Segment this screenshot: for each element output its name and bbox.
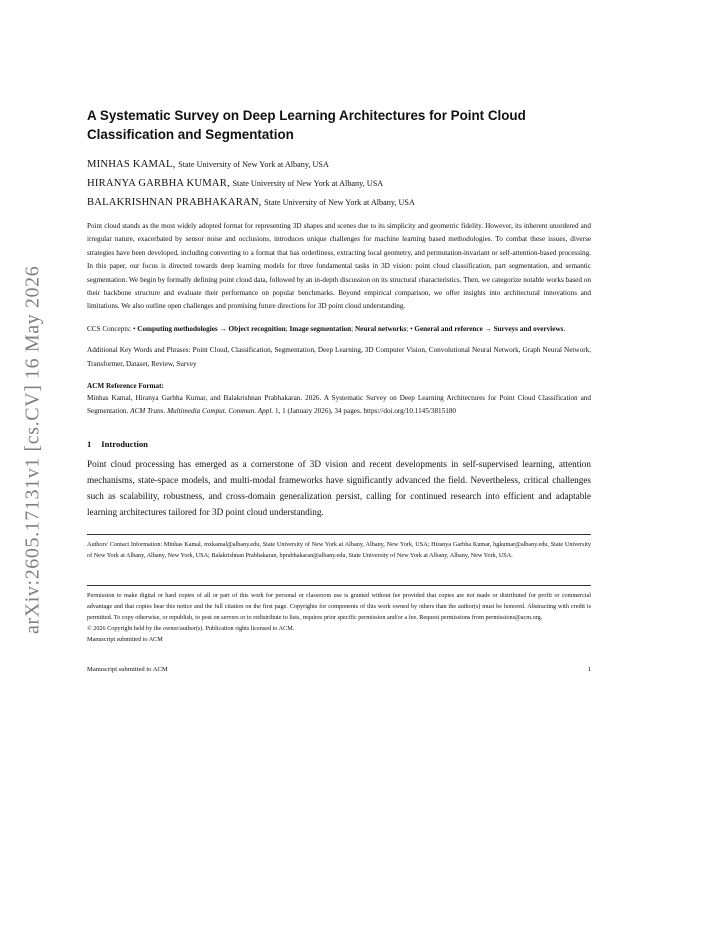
ccs-separator: ; [406, 324, 411, 333]
ccs-separator: ; [285, 324, 290, 333]
copyright-notice: © 2026 Copyright held by the owner/author(s). Publication rights licensed to ACM. [87, 624, 295, 632]
author-affiliation: State University of New York at Albany, USA [232, 179, 384, 188]
author-list [87, 155, 591, 212]
ccs-bullet: • [132, 324, 138, 333]
author-contact-info: Authors' Contact Information: Minhas Kamal, mxkamal@albany.edu, State University of New York at Albany, Albany, New York, USA; Hiranya Garbha Kumar, hgkumar@albany.edu, State University of New York at Albany, Albany, New York, USA; Balakrishnan Prabhakaran, bprabhakaran@albany.edu, State University of New York at Albany, Albany, New York, USA. [87, 540, 591, 559]
ccs-concept: Neural networks [354, 324, 407, 333]
footer-left: Manuscript submitted to ACM [87, 665, 168, 673]
page-footer [87, 665, 591, 675]
ccs-concepts [87, 323, 591, 336]
paper-page [87, 106, 591, 675]
author-name: BALAKRISHNAN PRABHAKARAN, [87, 197, 262, 208]
ccs-label: CCS Concepts: [87, 324, 133, 333]
divider [87, 534, 591, 535]
reference-journal: ACM Trans. Multimedia Comput. Commun. Appl. [130, 407, 274, 416]
paper-title: A Systematic Survey on Deep Learning Architectures for Point Cloud Classification and Segmentation [87, 108, 526, 142]
reference-format [87, 392, 591, 419]
author-affiliation: State University of New York at Albany, USA [178, 160, 329, 169]
ccs-separator: ; [351, 324, 355, 333]
ccs-end: . [563, 324, 566, 333]
arxiv-identifier: arXiv:2605.17131v1 [cs.CV] 16 May 2026 [21, 265, 44, 635]
reference-heading: ACM Reference Format: [87, 382, 164, 391]
manuscript-note: Manuscript submitted to ACM [87, 635, 163, 643]
author-affiliation: State University of New York at Albany, USA [264, 198, 415, 207]
author-name: MINHAS KAMAL, [87, 159, 176, 170]
page-number: 1 [587, 665, 591, 673]
section-heading-introduction [87, 437, 591, 451]
abstract: Point cloud stands as the most widely adopted format for representing 3D shapes and scenes due to its simplicity and geometric fidelity. However, its inherent unordered and irregular nature, exacerbated by sensor noise and occlusions, introduces unique challenges for machine learning based methodologies. To combat these issues, diverse strategies have been developed, including converting to a format that has orderliness, extracting local geometry, and permutation-invariant or self-attention-based processing. In this paper, our focus is directed towards deep learning models for three fundamental tasks in 3D vision: point cloud classification, part segmentation, and semantic segmentation. We begin by formally defining point cloud data, followed by an in-depth discussion on its structural characteristics. Then, we categorize notable works based on their backbone structure and evaluate their performance on popular benchmarks. Beyond empirical comparison, we offer insights into architectural innovations and limitations. We also outline open challenges and promising future directions for 3D point cloud understanding. [87, 222, 591, 311]
ccs-concept: General and reference → Surveys and overviews [414, 324, 564, 333]
ccs-bullet: • [410, 324, 415, 333]
reference-text-end: 1, 1 (January 2026), 34 pages. https://doi.org/10.1145/3815180 [273, 407, 457, 416]
ccs-concept: Computing methodologies → Object recognition [137, 324, 286, 333]
author-2 [87, 174, 591, 193]
permission-notice: Permission to make digital or hard copies of all or part of this work for personal or classroom use is granted without fee provided that copies are not made or distributed for profit or commercial advantage and that copies bear this notice and the full citation on the first page. Copyrights for components of this work owned by others than the author(s) must be honored. Abstracting with credit is permitted. To copy otherwise, or republish, to post on servers or to redistribute to lists, requires prior specific permission and/or a fee. Request permissions from permissions@acm.org. [87, 591, 591, 621]
ccs-concept: Image segmentation [289, 324, 352, 333]
author-1 [87, 155, 591, 174]
section-title: Introduction [101, 438, 148, 449]
keywords: Additional Key Words and Phrases: Point Cloud, Classification, Segmentation, Deep Learning, 3D Computer Vision, Convolutional Neural Network, Graph Neural Network, Transformer, Dataset, Review, Survey [87, 346, 591, 368]
author-name: HIRANYA GARBHA KUMAR, [87, 178, 230, 189]
introduction-text: Point cloud processing has emerged as a cornerstone of 3D vision and recent developments in self-supervised learning, attention mechanisms, state-space models, and multi-modal frameworks have significantly advanced the field. Nevertheless, critical challenges such as scalability, robustness, and cross-domain generalization persist, calling for continued research into efficient and adaptable learning architectures tailored for 3D point cloud understanding. [87, 458, 591, 517]
divider [87, 585, 591, 586]
section-number: 1 [87, 438, 92, 449]
reference-text: Minhas Kamal, Hiranya Garbha Kumar, and Balakrishnan Prabhakaran. 2026. A Systematic Survey on Deep Learning Architectures for Point Cloud Classification and Segmentation. [87, 394, 591, 416]
author-3 [87, 193, 591, 212]
